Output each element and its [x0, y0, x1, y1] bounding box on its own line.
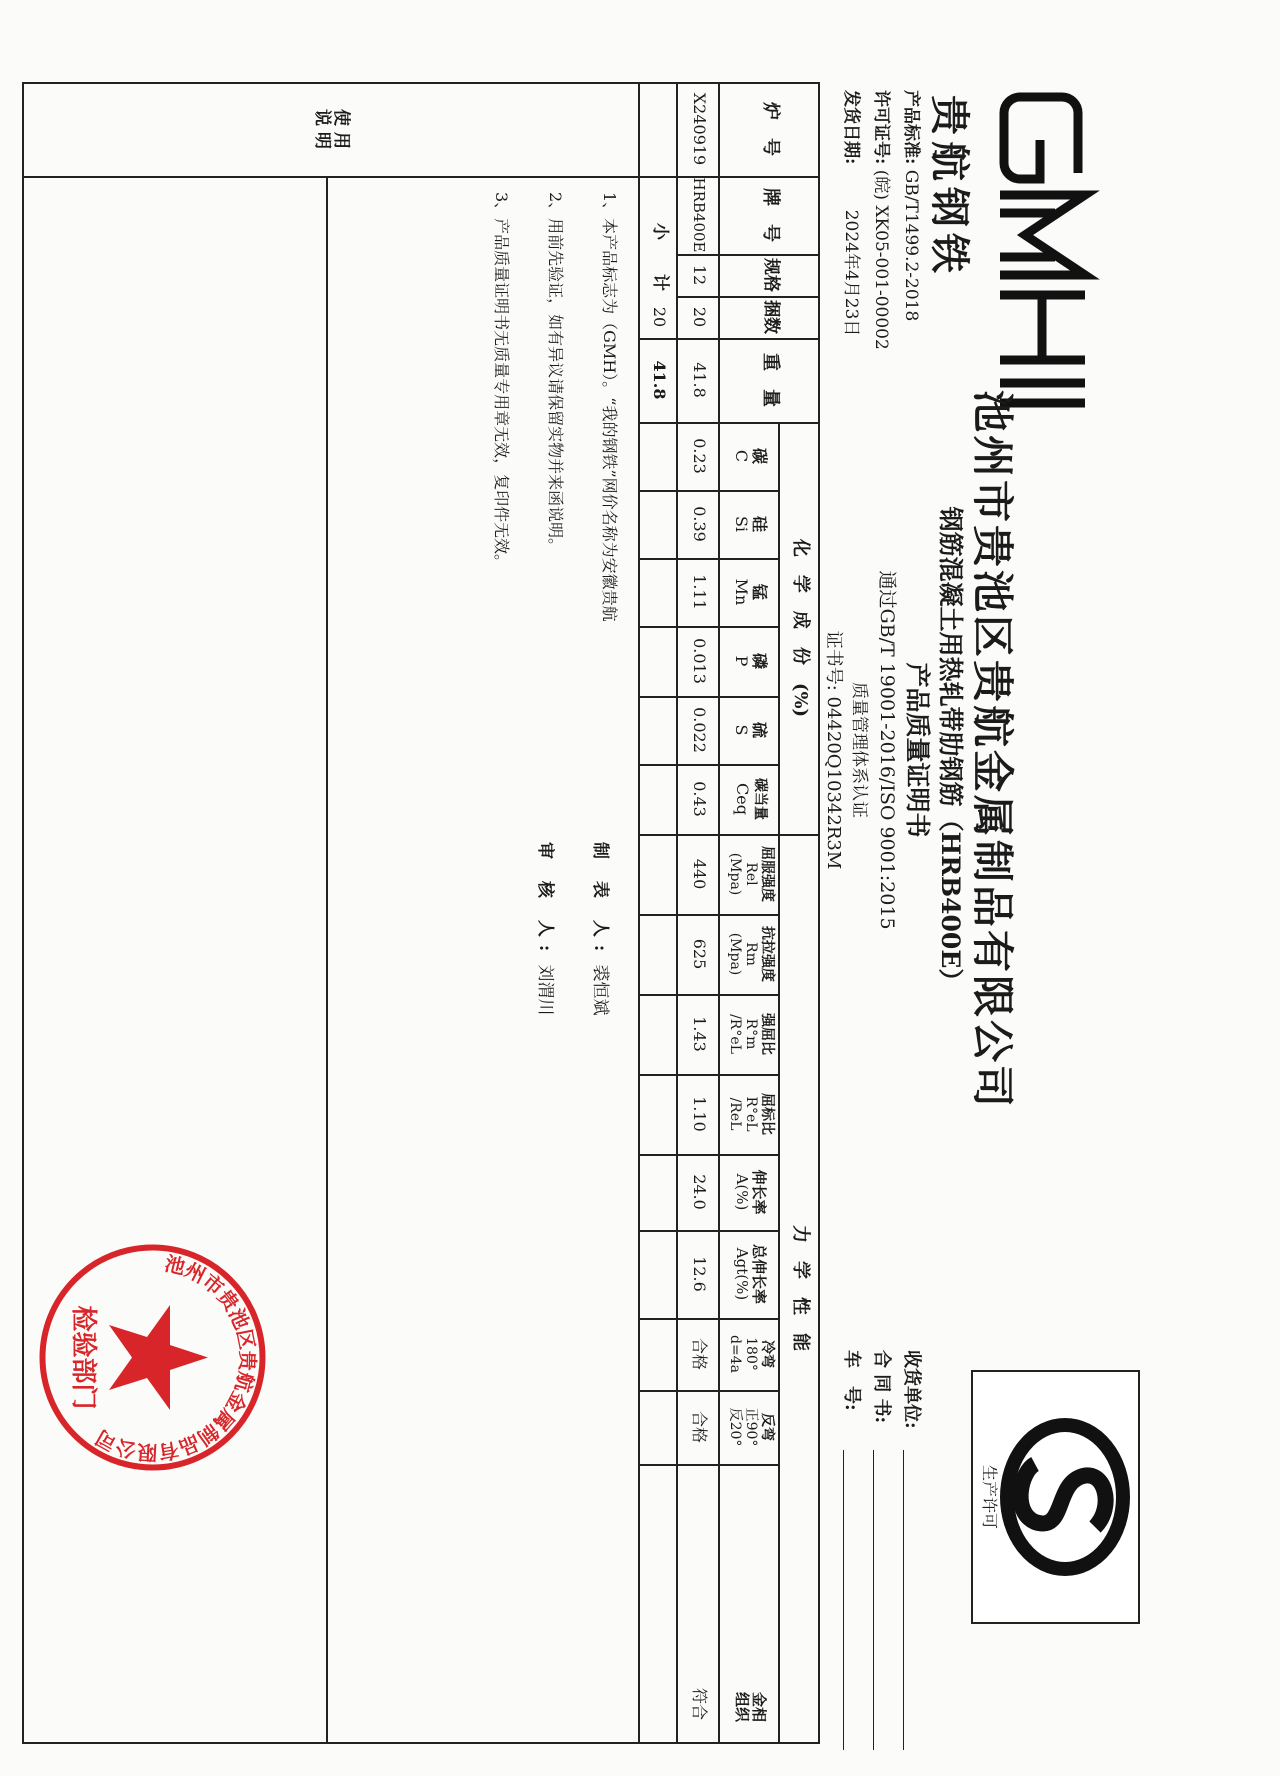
- vehicle-label: 车 号:: [841, 1350, 862, 1411]
- subtotal-label: 小 计: [649, 223, 670, 291]
- header-furnace: 炉 号: [760, 102, 782, 156]
- usage-label: 使 用 说 明: [312, 109, 352, 149]
- mech-head-yield-ratio: 屈标比 R°eL /ReL: [727, 1093, 775, 1135]
- certificate-number: 证书号: 04420Q10342R3M: [823, 630, 844, 870]
- chem-head-mn: 锰 Mn: [732, 578, 769, 606]
- cell-total-elongation: 12.6: [689, 1256, 709, 1292]
- subtotal-bundles: 20: [649, 306, 669, 328]
- usage-note-2: 2、用前先验证，如有异议请保留实物并来函说明。: [546, 192, 565, 555]
- brand-name: 贵航钢铁: [926, 95, 972, 279]
- cell-reverse-bend: 合格: [689, 1410, 709, 1443]
- mech-head-yield: 屈服强度 Rel (Mpa): [727, 846, 775, 902]
- mech-head-reverse-bend: 反弯 正90° 反20°: [727, 1407, 775, 1447]
- mech-head-total-elongation: 总伸长率 Agt(%): [733, 1243, 768, 1304]
- stamp-ring-text: 池州市贵池区贵航金属制品有限公司: [91, 1251, 260, 1465]
- ship-date: 发货日期: 2024年4月23日: [841, 90, 861, 337]
- reviewer-signature: 审 核 人: 刘渭川: [535, 842, 555, 1016]
- cell-grade: HRB400E: [690, 177, 709, 253]
- license-number: 许可证号: (皖) XK05-001-00002: [871, 90, 891, 350]
- mech-head-cold-bend: 冷弯 180° d=4a: [727, 1335, 775, 1373]
- maker-signature: 制 表 人: 裘恒斌: [590, 842, 610, 1016]
- cell-tensile: 625: [689, 938, 709, 970]
- cell-strength-ratio: 1.43: [689, 1016, 709, 1052]
- cell-cold-bend: 合格: [689, 1337, 709, 1370]
- mech-head-elongation: 伸长率 A(%): [733, 1169, 768, 1215]
- cell-yield-ratio: 1.10: [689, 1096, 709, 1132]
- header-grade: 牌 号: [760, 188, 782, 242]
- subtotal-weight: 41.8: [649, 360, 669, 400]
- qs-icon: [1000, 1412, 1130, 1582]
- license-badge-text: 生产许可: [980, 1464, 999, 1529]
- header-weight: 重 量: [760, 353, 782, 407]
- header-bundles: 捆数: [760, 300, 781, 334]
- certificate-title: 产品质量证明书: [903, 662, 932, 838]
- product-standard: 产品标准: GB/T1499.2-2018: [901, 90, 921, 322]
- cell-spec: 12: [689, 264, 709, 286]
- cell-weight: 41.8: [689, 362, 709, 398]
- header-spec: 规格: [760, 258, 781, 292]
- contract-label: 合 同 书:: [871, 1350, 892, 1424]
- iso-standard: 通过GB/T 19001-2016/ISO 9001:2015: [876, 570, 898, 930]
- cell-s: 0.022: [689, 707, 709, 753]
- cell-p: 0.013: [689, 638, 709, 684]
- production-license-badge: [971, 1370, 1140, 1624]
- cell-ceq: 0.43: [689, 781, 709, 817]
- cell-yield: 440: [689, 858, 709, 890]
- mech-head-metallography: 金相 组织: [733, 1691, 768, 1722]
- mech-head-tensile: 抗拉强度 Rm (Mpa): [727, 926, 775, 982]
- header-mechanical: 力 学 性 能: [790, 1225, 812, 1351]
- usage-note-3: 3、产品质量证明书无质量专用章无效，复印件无效。: [492, 192, 511, 571]
- inspection-stamp: [35, 1240, 270, 1475]
- cell-c: 0.23: [689, 438, 709, 474]
- qms-certification: 质量管理体系认证: [849, 682, 869, 818]
- cell-bundles: 20: [689, 306, 709, 328]
- stamp-center-text: 检验部门: [68, 1305, 98, 1410]
- chem-head-c: 碳 C: [732, 447, 769, 464]
- contract-line: [873, 1450, 874, 1750]
- chem-head-si: 硅 Si: [732, 515, 769, 533]
- cell-si: 0.39: [689, 506, 709, 542]
- cell-elongation: 24.0: [689, 1174, 709, 1210]
- mech-head-strength-ratio: 强屈比 R°m /R°eL: [727, 1013, 775, 1055]
- usage-note-1: 1、本产品标志为（GMH）。“我的钢铁”网价名称为安徽贵航: [600, 192, 619, 622]
- receiver-label: 收货单位:: [901, 1350, 922, 1429]
- chem-head-p: 磷 P: [732, 652, 769, 669]
- cell-metallography: 符合: [689, 1687, 709, 1720]
- receiver-line: [903, 1450, 904, 1750]
- stamp-star-icon: [109, 1305, 208, 1410]
- chem-head-ceq: 碳当量 Ceq: [733, 778, 768, 820]
- product-title: 钢筋混凝土用热轧带肋钢筋（HRB400E）: [936, 506, 965, 994]
- cell-furnace: X240919: [689, 92, 709, 166]
- header-chemical: 化 学 成 份 (%): [790, 538, 812, 718]
- certificate-table: [22, 82, 820, 1744]
- company-name: 池州市贵池区贵航金属制品有限公司: [968, 389, 1017, 1110]
- vehicle-line: [843, 1450, 844, 1750]
- cell-mn: 1.11: [689, 574, 709, 610]
- chem-head-s: 硫 S: [732, 721, 769, 738]
